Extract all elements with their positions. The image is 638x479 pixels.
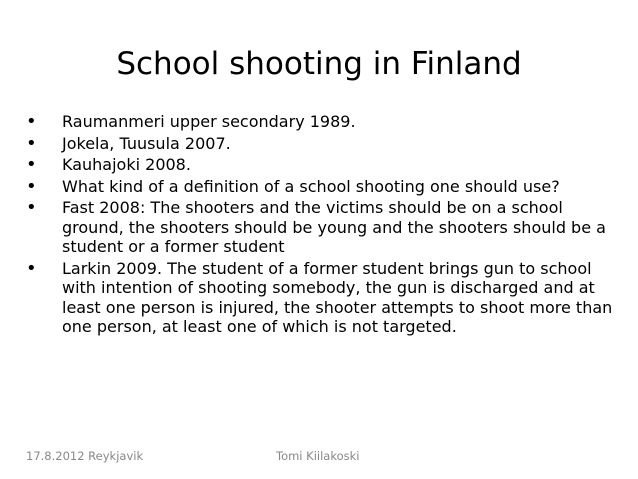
bullet-text: Kauhajoki 2008. xyxy=(62,155,191,174)
bullet-text: Fast 2008: The shooters and the victims should be on a school ground, the shooters should be young and the shooters should be a student or a former student xyxy=(62,198,606,256)
bullet-item xyxy=(26,198,626,257)
bullet-icon: • xyxy=(26,257,37,279)
bullet-text: Larkin 2009. The student of a former student brings gun to school with intention of shooting somebody, the gun is discharged and at least one person is injured, the shooter attempts to shoot more than one person, at least one of which is not targeted. xyxy=(62,258,613,336)
bullet-item xyxy=(26,134,626,154)
bullet-item xyxy=(26,112,626,132)
bullet-item xyxy=(26,177,626,197)
footer-author: Tomi Kiilakoski xyxy=(276,449,360,463)
bullet-text: Jokela, Tuusula 2007. xyxy=(62,133,231,153)
bullet-icon: • xyxy=(26,154,37,175)
bullet-item xyxy=(26,155,626,175)
slide-title: School shooting in Finland xyxy=(116,46,522,82)
bullet-list xyxy=(26,112,626,339)
bullet-icon: • xyxy=(26,197,37,218)
bullet-icon: • xyxy=(26,111,37,132)
bullet-icon: • xyxy=(26,175,37,197)
bullet-text: What kind of a definition of a school shooting one should use? xyxy=(62,176,560,196)
bullet-text: Raumanmeri upper secondary 1989. xyxy=(62,112,356,131)
footer-date-location: 17.8.2012 Reykjavik xyxy=(26,449,144,463)
bullet-icon: • xyxy=(26,132,37,154)
bullet-item xyxy=(26,259,626,337)
